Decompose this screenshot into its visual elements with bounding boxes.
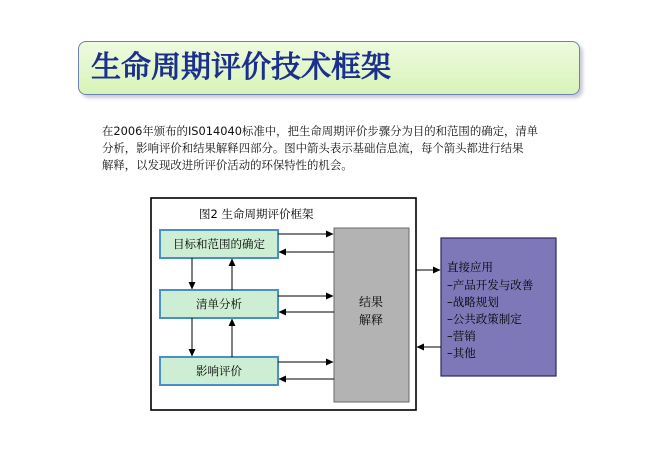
intro-line-2: 分析，影响评价和结果解释四部分。图中箭头表示基础信息流，每个箭头都进行结果: [102, 141, 524, 155]
application-item-5: –其他: [447, 346, 476, 360]
application-item-4: –营销: [447, 329, 476, 343]
figure-caption: 图2 生命周期评价框架: [199, 207, 314, 221]
application-item-1: –产品开发与改善: [447, 278, 534, 292]
application-item-3: –公共政策制定: [447, 312, 522, 326]
interpretation-label-line2: 解释: [358, 313, 384, 327]
interpretation-label-line1: 结果: [358, 295, 384, 309]
impact-label: 影响评价: [196, 364, 242, 378]
goal-scope-label: 目标和范围的确定: [173, 237, 265, 251]
application-item-2: –战略规划: [447, 295, 499, 309]
intro-line-1: 在2006年颁布的IS014040标准中，把生命周期评价步骤分为目的和范围的确定，清单: [102, 124, 539, 138]
inventory-label: 清单分析: [196, 297, 242, 311]
intro-line-3: 解释，以发现改进所评价活动的环保特性的机会。: [102, 158, 353, 172]
applications-heading: 直接应用: [447, 260, 493, 274]
slide-title: 生命周期评价技术框架: [91, 50, 391, 85]
